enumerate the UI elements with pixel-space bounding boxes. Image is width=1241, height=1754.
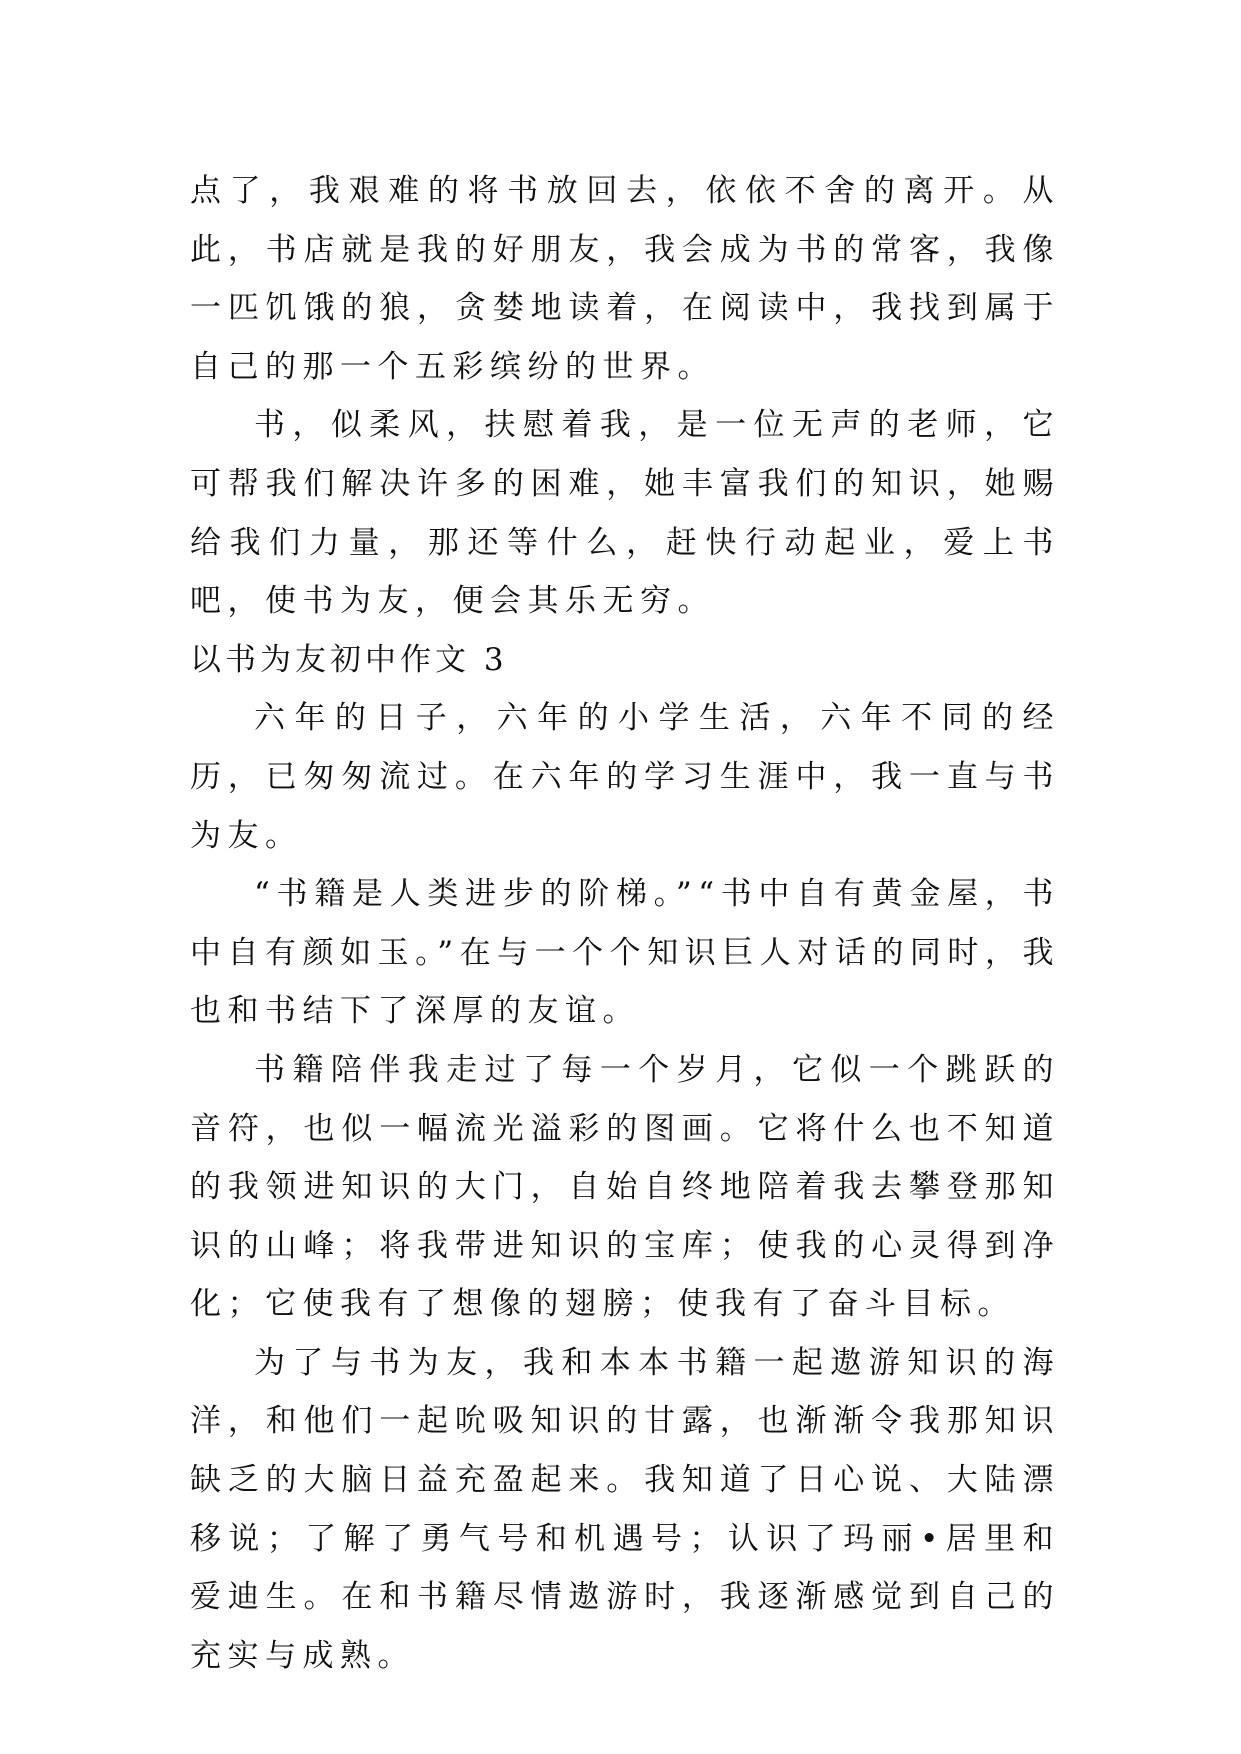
paragraph-book-as-teacher: 书，似柔风，扶慰着我，是一位无声的老师，它可帮我们解决许多的困难，她丰富我们的知识，她赐给我们力量，那还等什么，赶快行动起业，爱上书吧，使书为友，便会其乐无穷。 xyxy=(190,407,1060,620)
paragraph-book-companion: 书籍陪伴我走过了每一个岁月，它似一个跳跃的音符，也似一幅流光溢彩的图画。它将什么也不知道的我领进知识的大门，自始自终地陪着我去攀登那知识的山峰；将我带进知识的宝库；使我的心灵得到净化；它使我有了想像的翅膀；使我有了奋斗目标。 xyxy=(190,1051,1060,1323)
paragraph-six-years: 六年的日子，六年的小学生活，六年不同的经历，已匆匆流过。在六年的学习生涯中，我一直与书为友。 xyxy=(190,700,1060,854)
paragraph-book-quotes: “书籍是人类进步的阶梯。”“书中自有黄金屋，书中自有颜如玉。”在与一个个知识巨人对话的同时，我也和书结下了深厚的友谊。 xyxy=(190,876,1060,1030)
paragraph-reading-world: 点了，我艰难的将书放回去，依依不舍的离开。从此，书店就是我的好朋友，我会成为书的常客，我像一匹饥饿的狼，贪婪地读着，在阅读中，我找到属于自己的那一个五彩缤纷的世界。 xyxy=(190,173,1060,385)
essay-title: 以书为友初中作文 3 xyxy=(190,641,508,678)
paragraph-knowledge-ocean: 为了与书为友，我和本本书籍一起遨游知识的海洋，和他们一起吮吸知识的甘露，也渐渐令我那知识缺乏的大脑日益充盈起来。我知道了日心说、大陆漂移说；了解了勇气号和机遇号；认识了玛丽•居里和爱迪生。在和书籍尽情遨游时，我逐渐感觉到自己的充实与成熟。 xyxy=(190,1344,1060,1674)
document-body xyxy=(190,162,1060,1685)
